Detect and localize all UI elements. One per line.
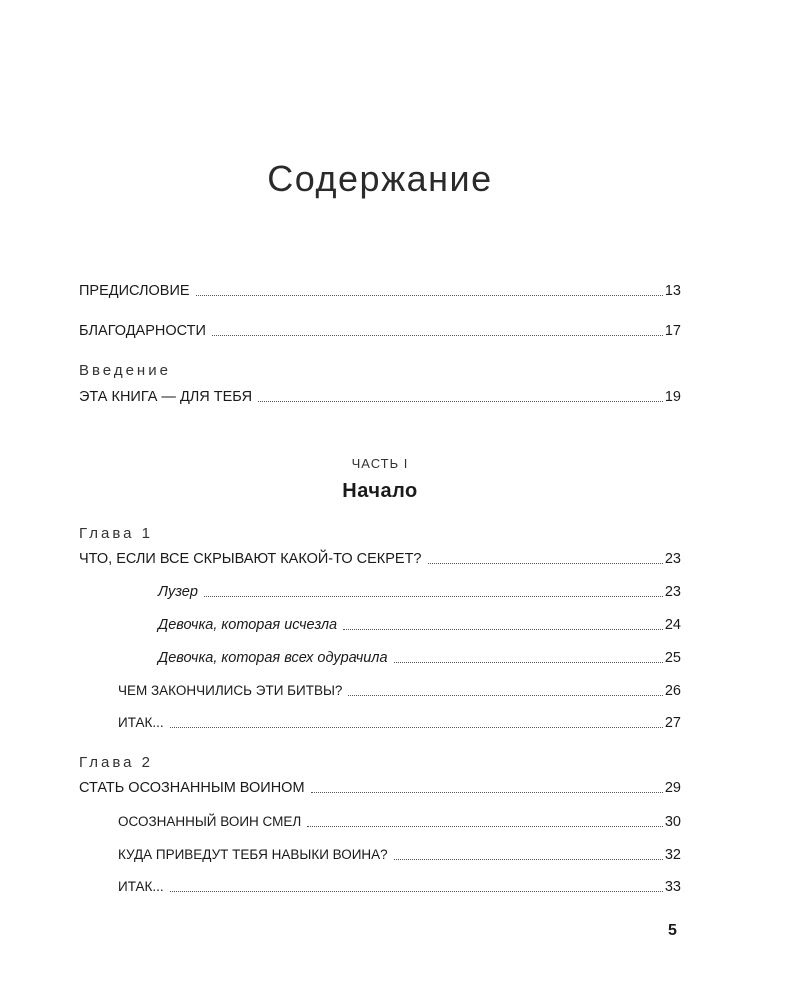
toc-entry-page: 29 bbox=[664, 780, 681, 796]
toc-entry-preface[interactable] bbox=[79, 282, 681, 300]
introduction-kicker: Введение bbox=[79, 362, 171, 379]
toc-entry-section[interactable] bbox=[118, 878, 681, 896]
toc-entry-label: ОСОЗНАННЫЙ ВОИН СМЕЛ bbox=[118, 814, 302, 829]
toc-entry-chapter[interactable] bbox=[79, 550, 681, 568]
toc-entry-label: ЧЕМ ЗАКОНЧИЛИСЬ ЭТИ БИТВЫ? bbox=[118, 683, 343, 698]
toc-entry-label: ПРЕДИСЛОВИЕ bbox=[79, 283, 190, 299]
toc-entry-page: 32 bbox=[664, 847, 681, 863]
toc-entry-page: 23 bbox=[664, 584, 681, 600]
toc-entry-label: Девочка, которая исчезла bbox=[158, 617, 338, 633]
toc-entry-label: ИТАК... bbox=[118, 879, 164, 894]
toc-entry-page: 23 bbox=[664, 551, 681, 567]
dot-leader bbox=[170, 726, 663, 728]
toc-entry-page: 30 bbox=[664, 814, 681, 830]
toc-entry-label: ЭТА КНИГА — ДЛЯ ТЕБЯ bbox=[79, 389, 253, 405]
dot-leader bbox=[394, 661, 663, 663]
toc-entry-page: 27 bbox=[664, 715, 681, 731]
dot-leader bbox=[428, 562, 663, 564]
part-title: Начало bbox=[342, 480, 418, 502]
chapter-kicker: Глава 1 bbox=[79, 525, 154, 542]
toc-entry-section[interactable] bbox=[118, 714, 681, 732]
toc-entry-chapter[interactable] bbox=[79, 779, 681, 797]
toc-entry-acknowledgements[interactable] bbox=[79, 322, 681, 340]
toc-entry-page: 33 bbox=[664, 879, 681, 895]
toc-entry-page: 13 bbox=[664, 283, 681, 299]
toc-entry-label: СТАТЬ ОСОЗНАННЫМ ВОИНОМ bbox=[79, 780, 305, 796]
toc-entry-page: 26 bbox=[664, 683, 681, 699]
toc-entry-page: 19 bbox=[664, 389, 681, 405]
dot-leader bbox=[170, 890, 663, 892]
toc-entry-introduction[interactable] bbox=[79, 388, 681, 406]
dot-leader bbox=[311, 791, 663, 793]
page-number: 5 bbox=[668, 922, 677, 939]
toc-entry-subsection[interactable] bbox=[158, 649, 681, 667]
toc-entry-page: 17 bbox=[664, 323, 681, 339]
dot-leader bbox=[394, 858, 663, 860]
chapter-kicker: Глава 2 bbox=[79, 754, 154, 771]
toc-entry-page: 24 bbox=[664, 617, 681, 633]
dot-leader bbox=[307, 825, 663, 827]
toc-entry-label: Девочка, которая всех одурачила bbox=[158, 650, 388, 666]
toc-entry-label: Лузер bbox=[158, 584, 198, 600]
toc-entry-section[interactable] bbox=[118, 682, 681, 700]
toc-entry-label: БЛАГОДАРНОСТИ bbox=[79, 323, 206, 339]
toc-entry-section[interactable] bbox=[118, 813, 681, 831]
page-title: Содержание bbox=[267, 158, 493, 199]
toc-entry-label: ЧТО, ЕСЛИ ВСЕ СКРЫВАЮТ КАКОЙ-ТО СЕКРЕТ? bbox=[79, 551, 422, 567]
dot-leader bbox=[343, 628, 663, 630]
dot-leader bbox=[204, 595, 663, 597]
dot-leader bbox=[212, 334, 663, 336]
dot-leader bbox=[196, 294, 663, 296]
toc-entry-page: 25 bbox=[664, 650, 681, 666]
toc-entry-subsection[interactable] bbox=[158, 583, 681, 601]
toc-entry-label: КУДА ПРИВЕДУТ ТЕБЯ НАВЫКИ ВОИНА? bbox=[118, 847, 388, 862]
part-label: ЧАСТЬ I bbox=[351, 456, 409, 471]
toc-entry-subsection[interactable] bbox=[158, 616, 681, 634]
toc-entry-section[interactable] bbox=[118, 846, 681, 864]
dot-leader bbox=[348, 694, 662, 696]
toc-entry-label: ИТАК... bbox=[118, 715, 164, 730]
dot-leader bbox=[258, 400, 663, 402]
